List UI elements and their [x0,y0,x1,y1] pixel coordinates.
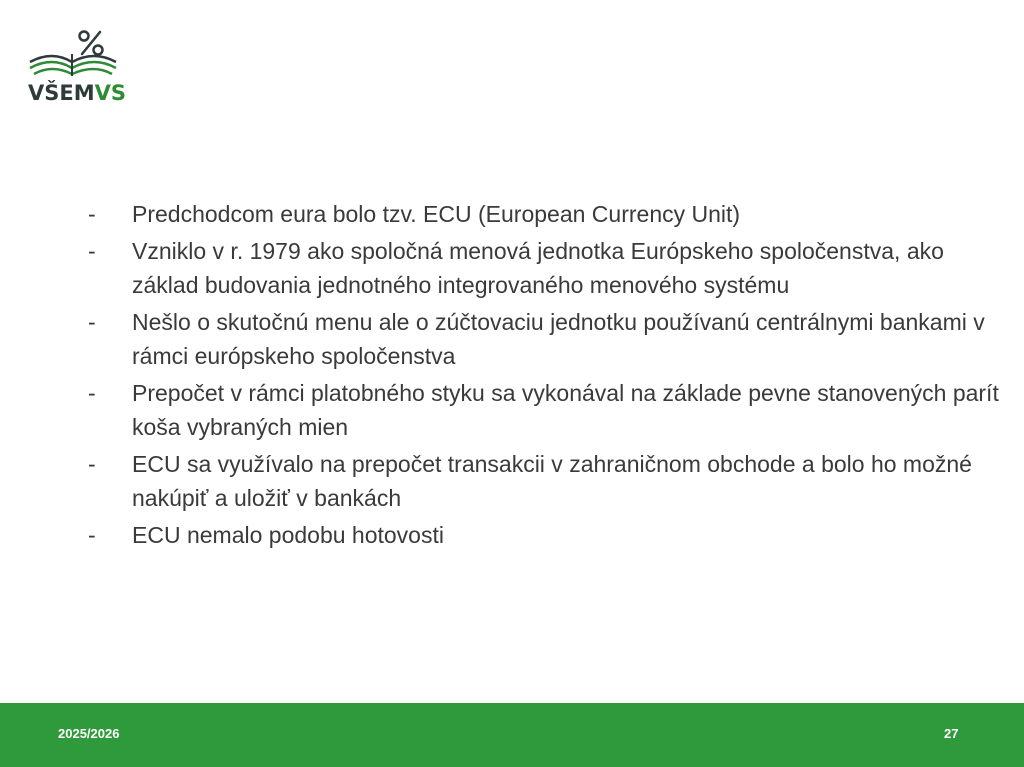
bullet-text: Predchodcom eura bolo tzv. ECU (European Currency Unit) [132,201,741,227]
bullet-text: Prepočet v rámci platobného styku sa vykonával na základe pevne stanovených parít koša vybraných mien [132,380,999,440]
slide-content [88,197,1008,555]
bullet-dash: - [88,451,96,477]
logo-text-dark: VŠEM [28,81,95,105]
bullet-dash: - [88,201,96,227]
logo-wordmark [28,80,126,106]
page-number: 27 [944,726,959,741]
bullet-item [88,447,1008,515]
bullet-item [88,376,1008,444]
bullet-text: Vzniklo v r. 1979 ako spoločná menová jednotka Európskeho spoločenstva, ako základ budovania jednotného integrovaného menového systému [132,238,944,298]
bullet-item [88,518,1008,552]
footer-academic-year: 2025/2026 [58,726,120,741]
bullet-dash: - [88,380,96,406]
bullet-text: ECU sa využívalo na prepočet transakcii v zahraničnom obchode a bolo ho možné nakúpiť a uložiť v bankách [132,451,972,511]
bullet-dash: - [88,309,96,335]
percent-book-icon [24,24,124,84]
logo [24,24,127,108]
logo-text-green: VS [94,81,127,105]
bullet-item [88,197,1008,231]
bullet-text: ECU nemalo podobu hotovosti [132,522,444,548]
bullet-item [88,305,1008,373]
bullet-dash: - [88,238,96,264]
bullet-list [88,197,1008,552]
bullet-item [88,234,1008,302]
footer-bar [0,703,1024,767]
bullet-dash: - [88,522,96,548]
bullet-text: Nešlo o skutočnú menu ale o zúčtovaciu jednotku používanú centrálnymi bankami v rámci európskeho spoločenstva [132,309,985,369]
